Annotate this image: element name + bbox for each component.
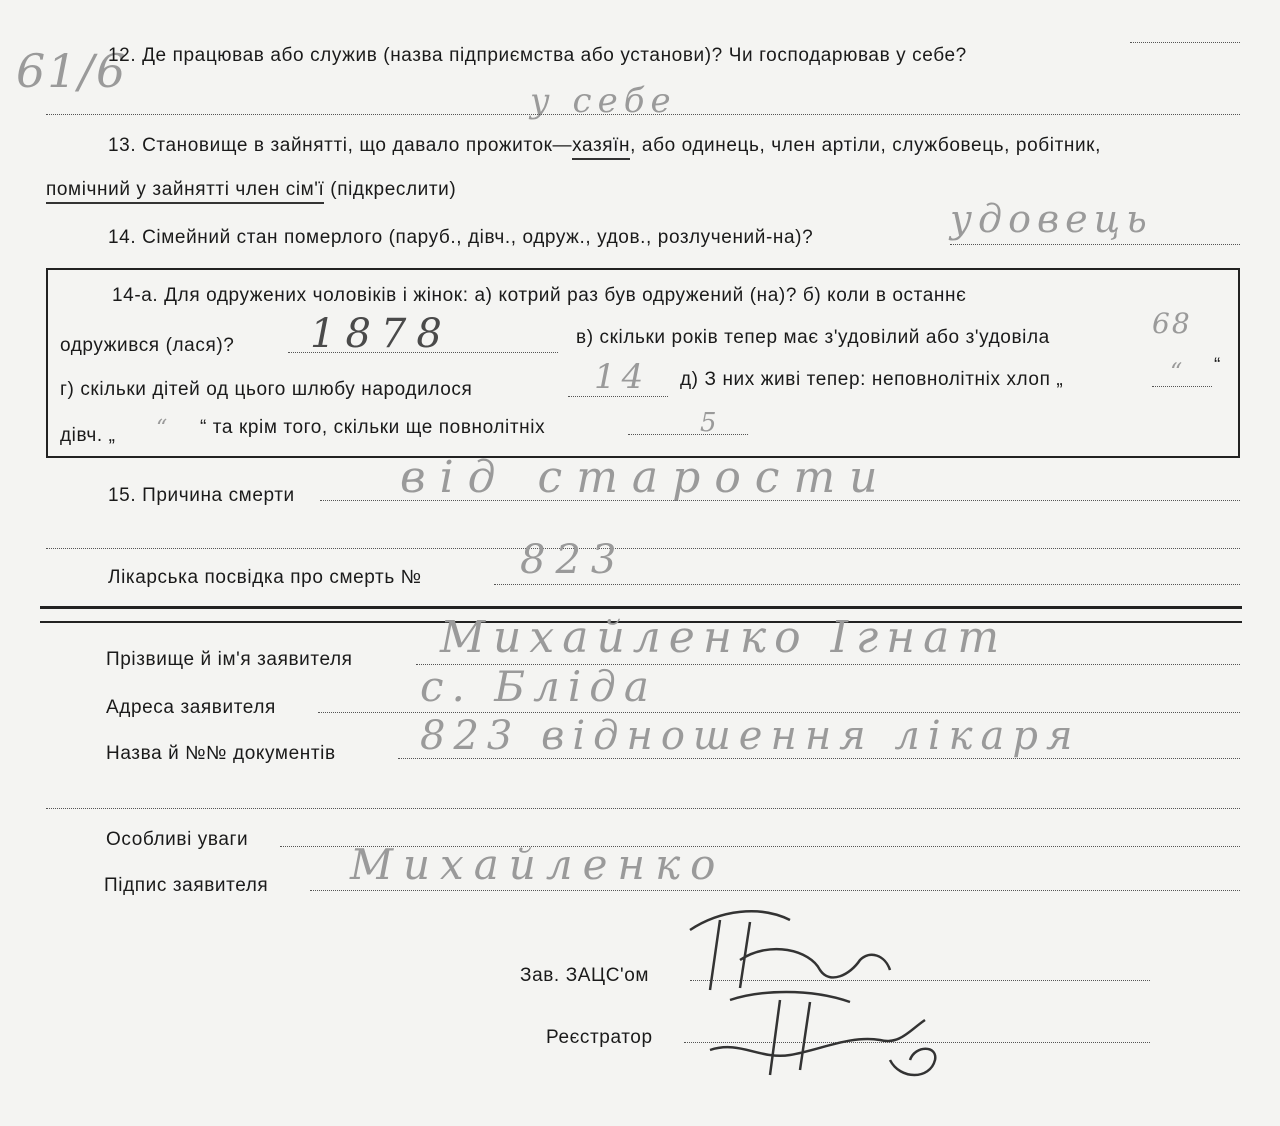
applicant-address-label: Адреса заявителя (106, 697, 276, 718)
q15-dots-2 (46, 548, 1240, 549)
applicant-signature-label: Підпис заявителя (104, 875, 269, 896)
applicant-name-label: Прізвище й ім'я заявителя (106, 649, 353, 670)
applicant-signature-dots (310, 890, 1240, 891)
applicant-docs-dots (398, 758, 1240, 759)
q12-label: 12. Де працював або служив (назва підприємства або установи)? Чи господарював у себе? (108, 45, 967, 66)
applicant-docs: 823 відношення лікаря (420, 713, 1081, 759)
q14a-year-dots (288, 352, 558, 353)
q14a-line3-b: д) З них живі тепер: неповнолітніх хлоп „ (680, 369, 1064, 390)
q12-answer-line (46, 114, 1240, 115)
margin-note: 61/6 (16, 44, 128, 98)
medical-dots (494, 584, 1240, 585)
q14a-adults-dots (628, 434, 748, 435)
q15-dots (320, 500, 1240, 501)
applicant-docs-dots-2 (46, 808, 1240, 809)
q13-line2-suffix: (підкреслити) (330, 179, 457, 200)
q14a-children-dots (568, 396, 668, 397)
q14a-years-widowed: 68 (1152, 307, 1192, 340)
q14a-line3-close: “ (1214, 355, 1221, 376)
q14a-line4-b: “ та крім того, скільки ще повнолітніх (200, 417, 546, 438)
medical-label: Лікарська посвідка про смерть № (108, 567, 422, 588)
q13-option-owner: хазяїн (572, 135, 630, 160)
q14a-line2-label: одружився (лася)? (60, 335, 235, 356)
q14a-line4-label: дівч. „ (60, 425, 116, 446)
registrar-signature (700, 980, 960, 1090)
q12-answer: у себе (530, 81, 677, 121)
applicant-address: с. Бліда (420, 662, 657, 711)
q14a-line3-label: г) скільки дітей од цього шлюбу народилося (60, 379, 473, 400)
q13-line1 (108, 136, 1101, 155)
q14a-line2-b: в) скільки років тепер має з'удовілий або з'удовіла (576, 327, 1050, 348)
q13-prefix: 13. Становище в зайнятті, що давало прожиток— (108, 135, 573, 156)
section-rule-top (40, 606, 1242, 609)
q13-line2 (46, 180, 456, 199)
head-label: Зав. ЗАЦС'ом (520, 965, 650, 986)
applicant-notes-label: Особливі уваги (106, 829, 249, 850)
q15-label: 15. Причина смерти (108, 485, 295, 506)
q13-line1-suffix: , або одинець, член артіли, службовець, робітник, (630, 135, 1101, 156)
registrar-label: Реєстратор (546, 1027, 653, 1048)
q14a-minor-girls: “ (156, 416, 174, 441)
medical-number: 823 (520, 537, 627, 583)
q14-label: 14. Сімейний стан померлого (паруб., дівч., одруж., удов., розлучений-на)? (108, 227, 814, 248)
q14a-boys-dots (1152, 386, 1212, 387)
q14a-children-born: 14 (594, 357, 650, 397)
q14a-marriage-year: 1878 (310, 311, 452, 357)
q13-option-family: помічний у зайнятті член сім'ї (46, 179, 324, 204)
applicant-name: Михайленко Ігнат (440, 612, 1008, 663)
q14a-line1: 14-а. Для одружених чоловіків і жінок: а) котрий раз був одружений (на)? б) коли в останнє (112, 285, 967, 306)
q14a-minor-boys: “ (1170, 358, 1189, 386)
q12-dots-top (1130, 42, 1240, 43)
q14-answer: удовець (950, 197, 1153, 241)
applicant-docs-label: Назва й №№ документів (106, 743, 336, 764)
q14-dots (950, 244, 1240, 245)
q15-answer: від старости (400, 452, 892, 503)
q14a-adults: 5 (700, 408, 723, 438)
applicant-signature: Михайленко (350, 840, 726, 889)
q14a-box (46, 268, 1240, 458)
